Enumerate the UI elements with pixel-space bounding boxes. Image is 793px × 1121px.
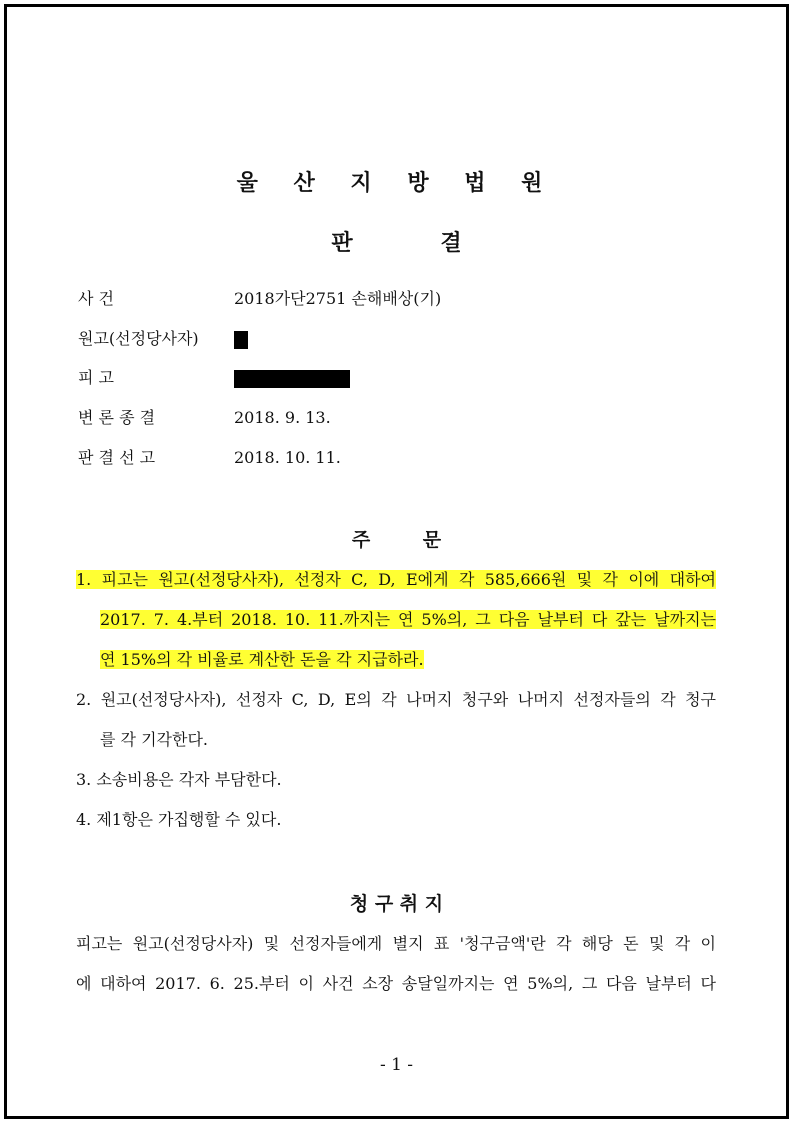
- judgment-date-label: 판 결 선 고: [78, 448, 156, 467]
- claim-line: 피고는 원고(선정당사자) 및 선정자들에게 별지 표 '청구금액'란 각 해당 돈 및 각 이: [76, 934, 716, 953]
- redaction-block: [234, 370, 350, 388]
- case-number-value: 2018가단2751 손해배상(기): [234, 289, 442, 308]
- argument-end-value: 2018. 9. 13.: [234, 408, 331, 427]
- judgment-title: 주 문: [351, 529, 442, 551]
- argument-end-label: 변 론 종 결: [78, 408, 156, 427]
- judgment-items: [76, 560, 716, 840]
- case-number-label: 사 건: [78, 289, 114, 308]
- claim-line: 에 대하여 2017. 6. 25.부터 이 사건 소장 송달일까지는 연 5%의, 그 다음 날부터 다: [76, 974, 716, 993]
- judgment-line: 3. 소송비용은 각자 부담한다.: [76, 770, 282, 789]
- page-number: - 1 -: [379, 1055, 414, 1075]
- redaction-block: [234, 331, 248, 349]
- claim-title: 청 구 취 지: [349, 893, 444, 915]
- judgment-line: 연 15%의 각 비율로 계산한 돈을 각 지급하라.: [100, 650, 424, 669]
- judgment-line: 4. 제1항은 가집행할 수 있다.: [76, 810, 282, 829]
- document-type: 판 결: [331, 231, 462, 256]
- judgment-line: 1. 피고는 원고(선정당사자), 선정자 C, D, E에게 각 585,666원 및 각 이에 대하여: [76, 570, 716, 589]
- defendant-label: 피 고: [78, 368, 114, 387]
- claim-body: [76, 924, 716, 1004]
- plaintiff-label: 원고(선정당사자): [78, 329, 199, 348]
- plaintiff-value: [234, 326, 248, 352]
- judgment-line: 를 각 기각한다.: [100, 730, 208, 749]
- judgment-line: 2. 원고(선정당사자), 선정자 C, D, E의 각 나머지 청구와 나머지 선정자들의 각 청구: [76, 690, 716, 709]
- court-name: 울 산 지 방 법 원: [236, 171, 557, 196]
- judgment-line: 2017. 7. 4.부터 2018. 10. 11.까지는 연 5%의, 그 다음 날부터 다 갚는 날까지는: [100, 610, 716, 629]
- judgment-date-value: 2018. 10. 11.: [234, 448, 341, 467]
- defendant-value: [234, 365, 350, 391]
